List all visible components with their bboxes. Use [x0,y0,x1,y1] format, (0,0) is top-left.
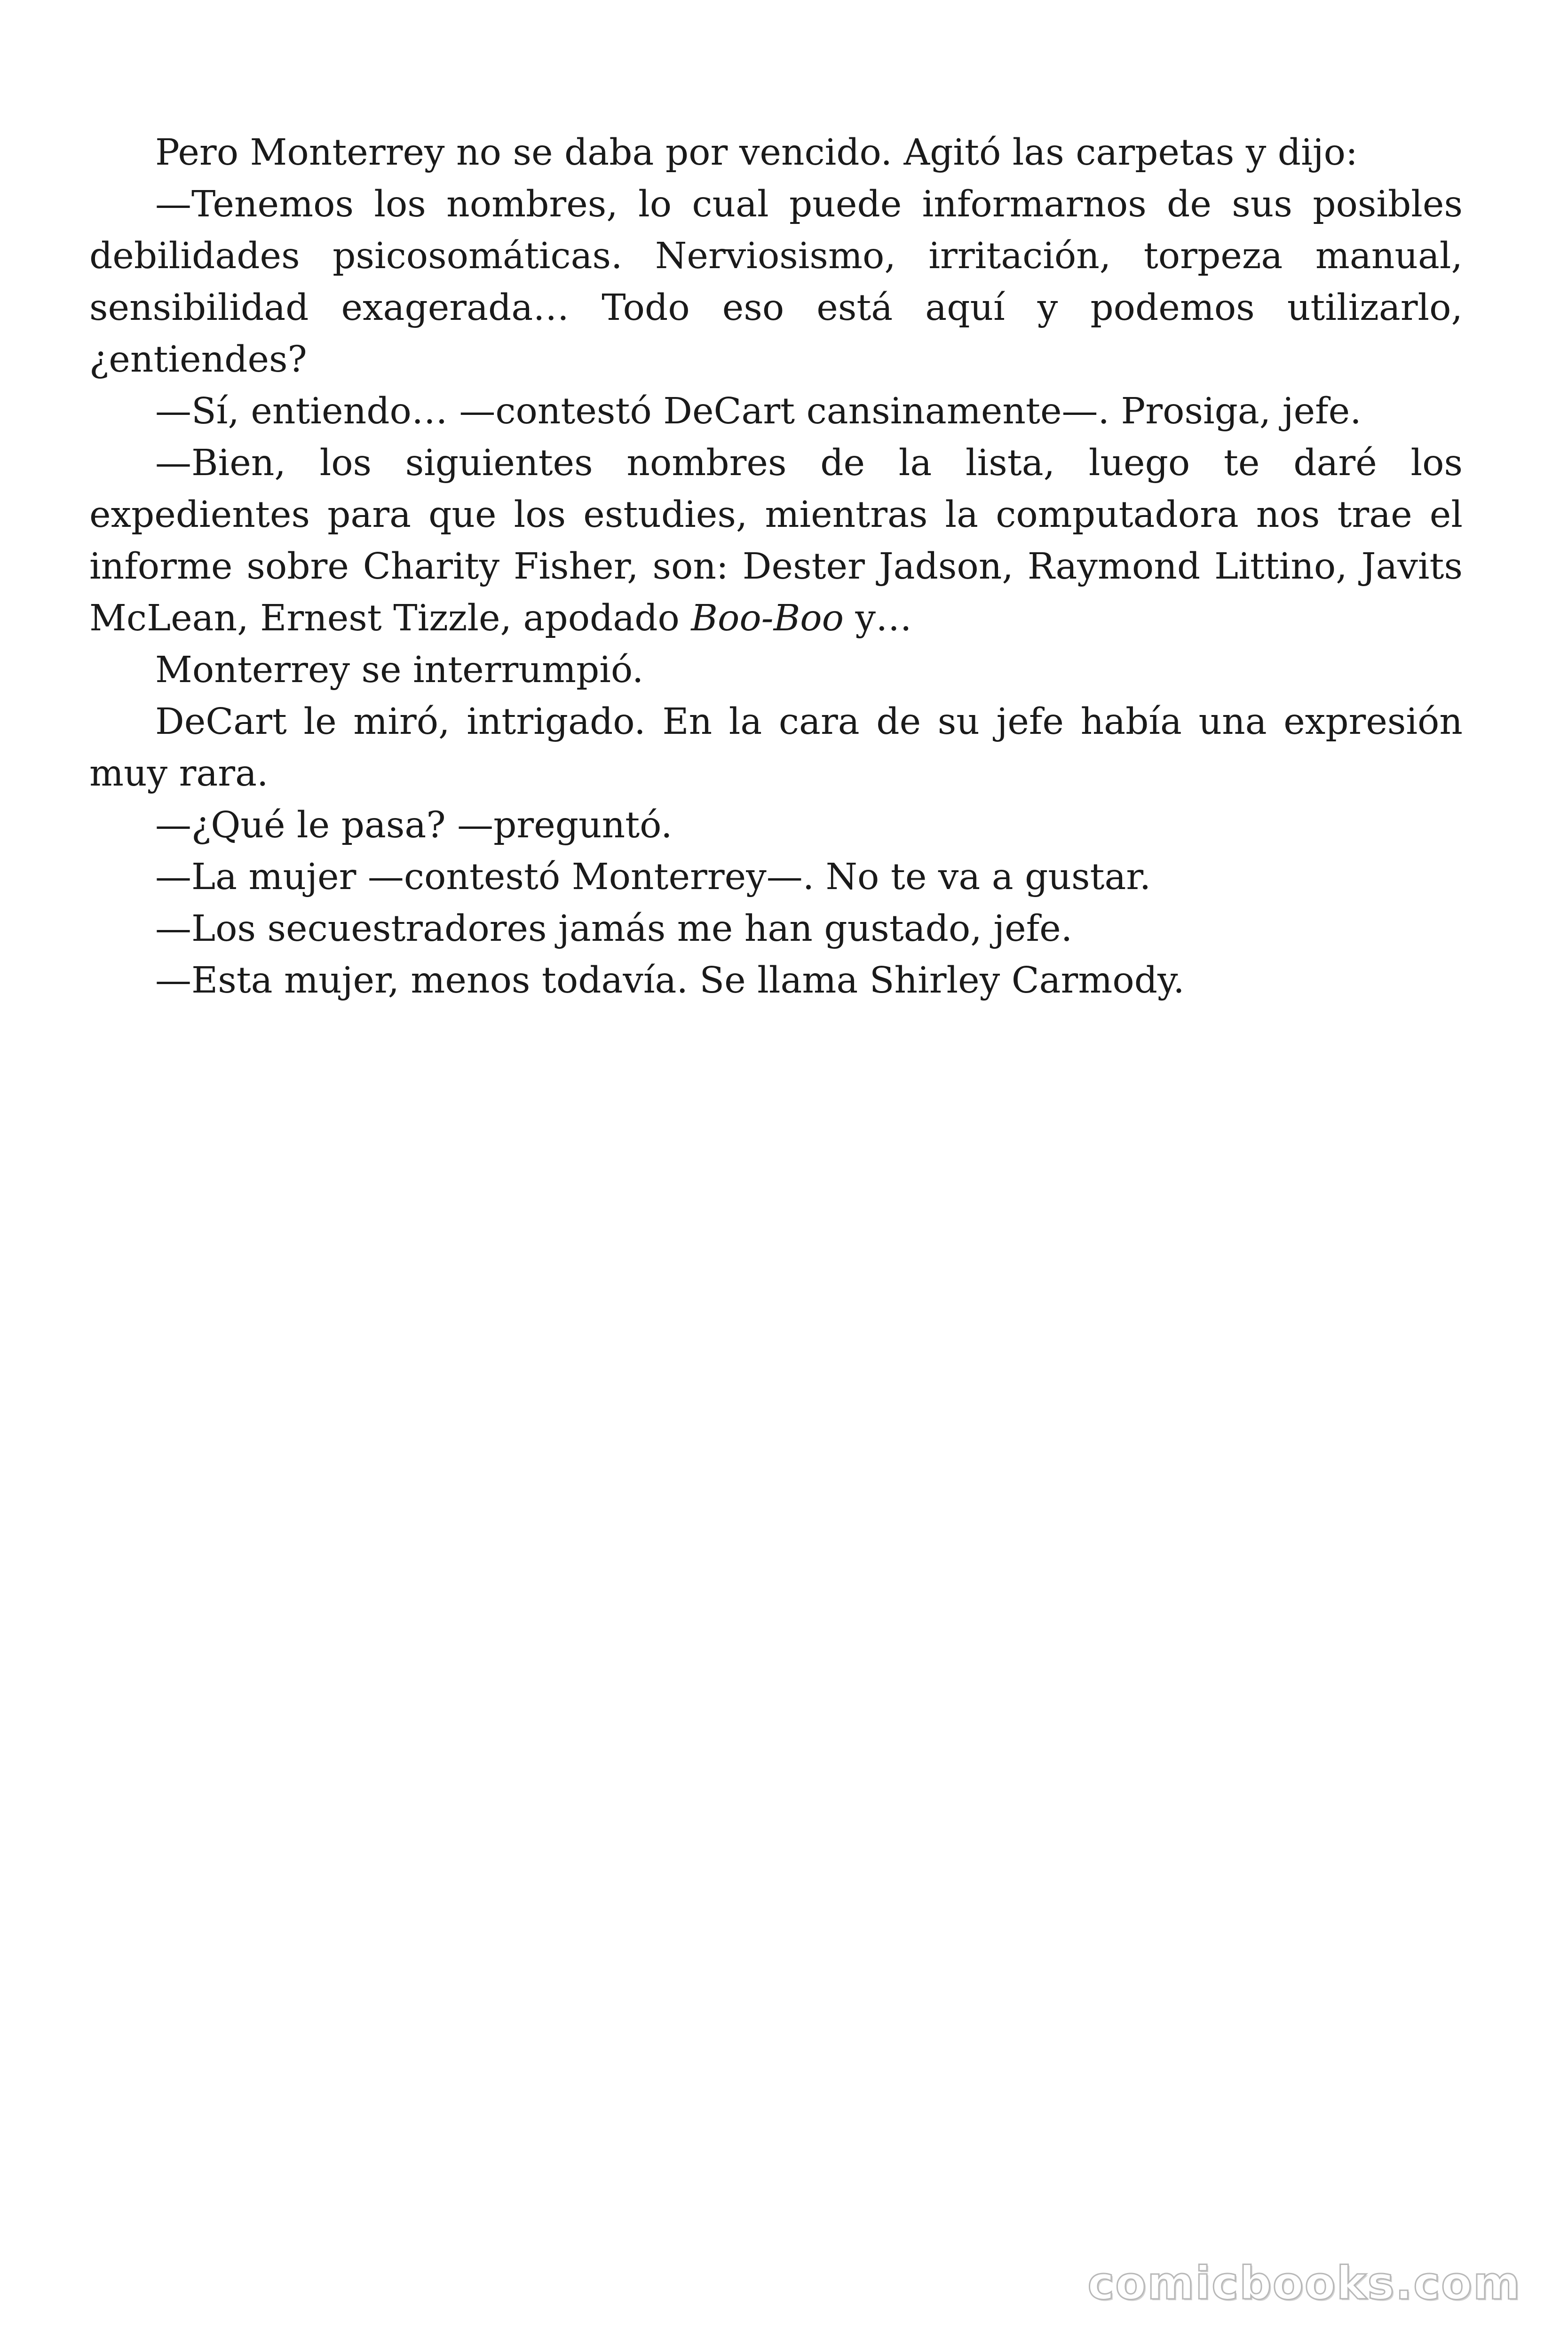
paragraph-2: —Tenemos los nombres, lo cual puede informarnos de sus posibles debilidades psicosomáticas. Nerviosismo, irritación, torpeza manual, sensibilidad exagerada… Todo eso está aquí y podemos utilizarlo, ¿entiendes? [89,183,1463,381]
watermark-text: comicbooks.com [1087,2257,1521,2310]
paragraph-9: —Los secuestradores jamás me han gustado, jefe. [155,908,1073,950]
paragraph-1: Pero Monterrey no se daba por vencido. Agitó las carpetas y dijo: [155,132,1358,174]
paragraph-6: DeCart le miró, intrigado. En la cara de su jefe había una expresión muy rara. [89,701,1463,795]
paragraph-3: —Sí, entiendo… —contestó DeCart cansinamente—. Prosiga, jefe. [155,390,1362,432]
paragraph-10: —Esta mujer, menos todavía. Se llama Shirley Carmody. [155,960,1185,1001]
paragraph-8: —La mujer —contestó Monterrey—. No te va a gustar. [155,856,1151,898]
paragraph-5: Monterrey se interrumpió. [155,649,644,691]
paragraph-4-text-start: —Bien, los siguientes nombres de la lista, luego te daré los expedientes para que los estudies, mientras la computadora nos trae el informe sobre Charity Fisher, son: Dester Jadson, Raymond Littino, Javits McLean, Ernest Tizzle, apodado [89,442,1463,639]
paragraph-4 [89,437,1463,644]
paragraph-7: —¿Qué le pasa? —preguntó. [155,804,673,846]
paragraph-4-italic-nickname: Boo-Boo [691,597,844,639]
paragraph-4-text-end: y… [844,597,912,639]
book-page-text [89,127,1463,1007]
